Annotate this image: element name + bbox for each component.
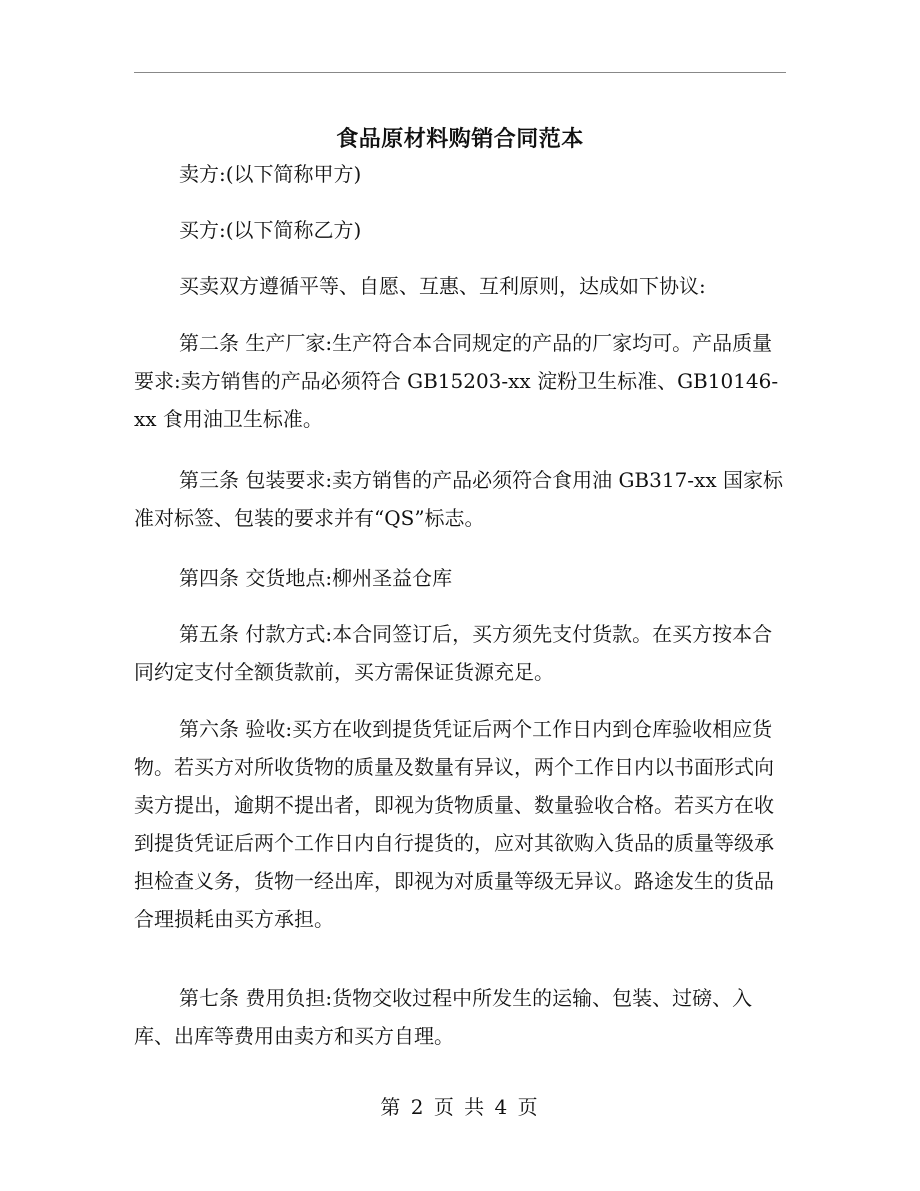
article-2: 第二条 生产厂家:生产符合本合同规定的产品的厂家均可。产品质量要求:卖方销售的产品必须符合 GB15203-xx 淀粉卫生标准、GB10146-xx 食用油卫生标准。: [134, 331, 779, 431]
document-title: 食品原材料购销合同范本: [336, 125, 584, 152]
article-5: 第五条 付款方式:本合同签订后，买方须先支付货款。在买方按本合同约定支付全额货款前，买方需保证货源充足。: [134, 622, 773, 684]
article-6: 第六条 验收:买方在收到提货凭证后两个工作日内到仓库验收相应货物。若买方对所收货物的质量及数量有异议，两个工作日内以书面形式向卖方提出，逾期不提出者，即视为货物质量、数量验收合格。若买方在收到提货凭证后两个工作日内自行提货的，应对其欲购入货品的质量等级承担检查义务，货物一经出库，即视为对质量等级无异议。路途发生的货品合理损耗由买方承担。: [134, 717, 774, 931]
page-indicator: 第 2 页 共 4 页: [380, 1095, 540, 1119]
intro-paragraph: 买卖双方遵循平等、自愿、互惠、互利原则，达成如下协议:: [179, 274, 706, 298]
header-rule: [134, 72, 786, 73]
article-7: 第七条 费用负担:货物交收过程中所发生的运输、包装、过磅、入库、出库等费用由卖方和买方自理。: [134, 986, 753, 1048]
buyer-line: 买方:(以下简称乙方): [179, 218, 362, 242]
seller-line: 卖方:(以下简称甲方): [179, 162, 362, 186]
article-3: 第三条 包装要求:卖方销售的产品必须符合食用油 GB317-xx 国家标准对标签、包装的要求并有“QS”标志。: [134, 468, 783, 530]
article-4: 第四条 交货地点:柳州圣益仓库: [179, 566, 453, 590]
